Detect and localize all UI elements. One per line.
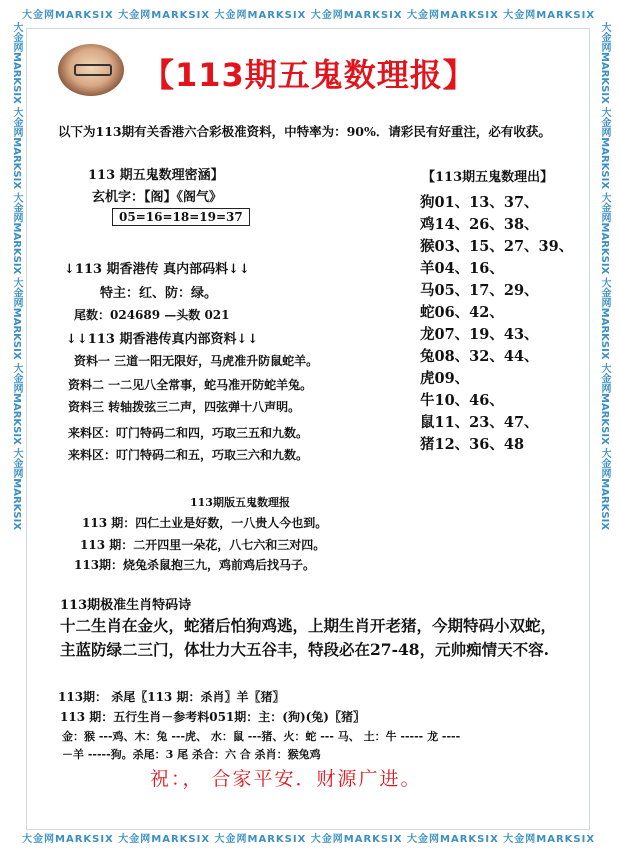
list-item: 兔08、32、44、 — [420, 348, 539, 365]
section3-heading: ↓↓113 期香港传真内部资料↓↓ — [66, 332, 259, 347]
section2-heading: ↓113 期香港传 真内部码料↓↓ — [64, 262, 250, 277]
ziliao3-text: 资料三 转轴拨弦三二声，四弦弹十八声明。 — [68, 400, 301, 414]
intro-text: 以下为113期有关香港六合彩极准资料，中特率为：90%．请彩民有好重注，必有收获。 — [58, 124, 551, 139]
laima1-text: 来料区：叮门特码二和四，巧取三五和九数。 — [68, 426, 309, 440]
list-item: 龙07、19、43、 — [420, 326, 539, 343]
weishu-text: 尾数：024689 —头数 021 — [74, 308, 230, 322]
watermark-bottom: 大金网MARKSIX 大金网MARKSIX 大金网MARKSIX 大金网MARKSIX 大金网MARKSIX 大金网MARKSIX — [22, 834, 596, 845]
glasses-icon — [74, 64, 112, 76]
xuanji-text: 玄机字：【阁】《阁气》 — [92, 190, 223, 205]
list-item: 牛10、46、 — [420, 392, 504, 409]
list-item: 蛇06、42、 — [420, 304, 504, 321]
poem-line1: 十二生肖在金火，蛇猪后怕狗鸡逃，上期生肖开老猪，今期特码小双蛇， — [60, 616, 557, 635]
bottom-line4: －羊 -----狗。杀尾：3 尾 杀合：六 合 杀肖：猴兔鸡 — [62, 748, 321, 761]
middle-line3: 113期：烧兔杀鼠抱三九，鸡前鸡后找马子。 — [74, 558, 316, 572]
special-text: 特主：红、防：绿。 — [100, 286, 218, 301]
list-item: 虎09、 — [420, 370, 470, 387]
list-item: 猴03、15、27、39、 — [420, 238, 574, 255]
avatar — [58, 44, 124, 96]
poem-heading: 113期极准生肖特码诗 — [60, 598, 192, 613]
list-item: 鸡14、26、38、 — [420, 216, 539, 233]
poem-line2: 主蓝防绿二三门，体壮力大五谷丰，特段必在27-48，元帅痴情天不容. — [60, 640, 549, 659]
section1-heading: 113 期五鬼数理密涵】 — [88, 168, 224, 183]
list-item: 猪12、36、48 — [420, 436, 525, 453]
watermark-top: 大金网MARKSIX 大金网MARKSIX 大金网MARKSIX 大金网MARKSIX 大金网MARKSIX 大金网MARKSIX — [22, 10, 596, 21]
middle-line1: 113 期：四仁土业是好数，一八贵人今也到。 — [82, 516, 328, 530]
bottom-line2: 113 期：五行生肖－参考料051期：主：(狗)(兔)〖猪〗 — [60, 710, 365, 724]
laima2-text: 来料区：叮门特码二和五，巧取三六和九数。 — [68, 448, 309, 462]
watermark-right: 大金网MARKSIX 大金网MARKSIX 大金网MARKSIX 大金网MARKSIX 大金网MARKSIX 大金网MARKSIX — [599, 22, 610, 531]
bottom-line1: 113期： 杀尾〖113 期：杀肖〗羊〖猪〗 — [58, 690, 285, 704]
bottom-line3: 金：猴 ---鸡、木：兔 ---虎、 水：鼠 ---猪、火：蛇 --- 马、 土：牛 ----- 龙 ---- — [62, 730, 461, 743]
numbers-box: 05=16=18=19=37 — [112, 208, 250, 226]
greeting: 祝：， 合家平安．财源广进。 — [150, 768, 422, 790]
ziliao2-text: 资料二 一二见八全常事，蛇马准开防蛇羊兔。 — [68, 378, 313, 392]
list-item: 马05、17、29、 — [420, 282, 539, 299]
list-item: 鼠11、23、47、 — [420, 414, 539, 431]
ziliao1-text: 资料一 三道一阳无限好，马虎准升防鼠蛇羊。 — [74, 354, 319, 368]
list-item: 羊04、16、 — [420, 260, 504, 277]
watermark-left: 大金网MARKSIX 大金网MARKSIX 大金网MARKSIX 大金网MARKSIX 大金网MARKSIX 大金网MARKSIX — [11, 22, 22, 531]
right-heading: 【113期五鬼数理出】 — [422, 170, 554, 185]
page-title: 【113期五鬼数理报】 — [142, 56, 476, 94]
list-item: 狗01、13、37、 — [420, 194, 539, 211]
zodiac-number-list — [420, 192, 573, 456]
middle-line2: 113 期：二开四里一朵花，八七六和三对四。 — [80, 538, 326, 552]
middle-heading: 113期版五鬼数理报 — [190, 496, 290, 509]
